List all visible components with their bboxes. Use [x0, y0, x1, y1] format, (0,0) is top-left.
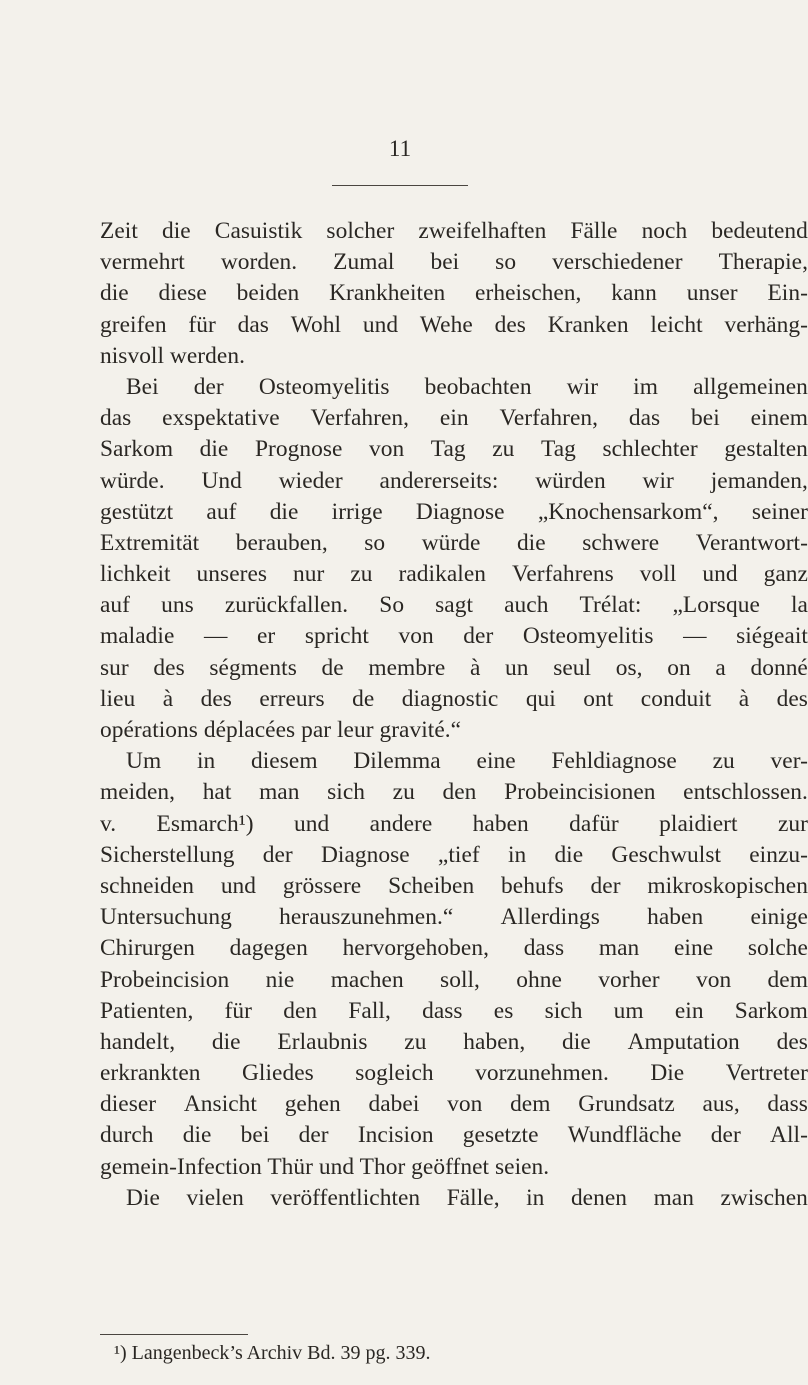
word: de [321, 654, 344, 681]
word: des [494, 311, 526, 338]
word: haben, [463, 1028, 526, 1055]
word: schlechter [602, 436, 698, 463]
word: Fälle [570, 218, 618, 244]
text-line: gemein-Infection Thür und Thor geöffnet seien. [100, 1153, 550, 1180]
word: siégeait [736, 623, 808, 650]
word: beiden [236, 280, 300, 307]
word: auf [100, 592, 131, 619]
word: entschlossen. [683, 779, 808, 806]
word: sagt [435, 592, 474, 619]
word: von [447, 1091, 483, 1118]
word: kann [611, 280, 657, 307]
word: verhäng- [724, 311, 808, 338]
word: conduit [640, 685, 712, 712]
word: ein [439, 405, 469, 432]
word: dass [767, 1091, 808, 1118]
word: Wohl [290, 311, 342, 338]
word: die [516, 529, 546, 556]
word: uns [161, 592, 194, 619]
word: Chirurgen [100, 935, 195, 962]
word: verschiedener [552, 249, 683, 276]
word: des [200, 685, 232, 712]
word: Verfahrens [511, 561, 614, 588]
word: Wehe [419, 311, 473, 338]
word: so [364, 529, 386, 556]
word: der [710, 1122, 741, 1149]
word: der [463, 623, 494, 650]
word: Und [201, 467, 242, 494]
text-line [100, 653, 808, 684]
word: Vertreter [725, 1060, 808, 1087]
word: haben [472, 810, 529, 837]
text-line [100, 434, 808, 465]
word: diagnostic [401, 685, 499, 712]
word: ein [674, 997, 704, 1024]
word: wir [566, 373, 599, 400]
word: Dilemma [353, 748, 441, 775]
text-line [100, 497, 808, 528]
word: vorher [598, 966, 660, 993]
word: um [613, 997, 644, 1024]
word: Um [126, 748, 162, 775]
word: bei [691, 405, 720, 432]
word: in [507, 841, 527, 868]
word: der [590, 872, 621, 899]
word: die [211, 1028, 241, 1055]
text-line [100, 996, 808, 1027]
word: Gliedes [241, 1060, 314, 1087]
word: handelt, [100, 1028, 176, 1055]
word: so [495, 249, 517, 276]
word: haben [647, 904, 704, 931]
word: un [505, 654, 529, 681]
word: Grundsatz [578, 1091, 675, 1118]
text-line [100, 528, 808, 559]
word: maladie [100, 623, 175, 650]
word: auch [504, 592, 549, 619]
word: Sarkom [100, 436, 174, 463]
word: allgemeinen [693, 373, 808, 400]
word: Prognose [254, 436, 343, 463]
word: das [628, 405, 661, 432]
word: von [398, 623, 434, 650]
word: irrige [331, 498, 383, 525]
word: jemanden, [710, 467, 808, 494]
word: die [199, 436, 229, 463]
word: nie [265, 966, 295, 993]
word: wieder [278, 467, 343, 494]
word: soll, [440, 966, 480, 993]
word: zu [492, 436, 515, 463]
word: dass [523, 935, 565, 962]
word: diese [158, 280, 207, 307]
header-rule [332, 185, 468, 186]
word: greifen [100, 311, 167, 338]
word: Krankheiten [329, 280, 446, 307]
word: erreurs [259, 685, 325, 712]
text-line [100, 590, 808, 621]
word: bedeutend [711, 218, 808, 244]
word: für [188, 311, 216, 338]
word: in [526, 1184, 545, 1211]
text-line [100, 777, 808, 808]
word: Verfahren, [499, 405, 599, 432]
word: Patienten, [100, 997, 194, 1024]
word: Verfahren, [310, 405, 410, 432]
text-line [100, 871, 808, 902]
word: Diagnose [415, 498, 505, 525]
word: la [790, 592, 808, 619]
word: unseres [196, 561, 268, 588]
word: des [776, 1028, 808, 1055]
word: lichkeit [100, 561, 171, 588]
word: exspektative [162, 405, 280, 432]
word: veröffentlichten [270, 1184, 421, 1211]
word: aus, [702, 1091, 740, 1118]
word: durch [100, 1122, 154, 1149]
word: dagegen [229, 935, 308, 962]
word: machen [330, 966, 404, 993]
word: Sarkom [734, 997, 808, 1024]
word: Allerdings [500, 904, 600, 931]
word: berauben, [235, 529, 328, 556]
word: einzu- [749, 841, 808, 868]
word: einem [750, 405, 808, 432]
text-line [100, 247, 808, 278]
word: schneiden [100, 872, 194, 899]
text-line [100, 684, 808, 715]
word: würde. [100, 467, 165, 494]
word: bei [240, 1122, 270, 1149]
word: dass [422, 997, 463, 1024]
word: schwere [582, 529, 660, 556]
word: à [469, 654, 481, 681]
word: Probeincision [100, 966, 230, 993]
word: Untersuchung [100, 904, 232, 931]
word: mikroskopischen [647, 872, 808, 899]
word: das [100, 405, 132, 432]
word: beobachten [424, 373, 532, 400]
word: dieser [100, 1091, 157, 1118]
text-line [100, 840, 808, 871]
word: ver- [770, 748, 808, 775]
word: plaidiert [659, 810, 738, 837]
word: spricht [304, 623, 369, 650]
word: „Knochensarkom“, [537, 498, 719, 525]
text-line [100, 1058, 808, 1089]
word: Geschwulst [611, 841, 722, 868]
word: Wundfläche [567, 1122, 682, 1149]
word: zurückfallen. [224, 592, 349, 619]
word: Fall, [348, 997, 391, 1024]
word: Osteomyelitis [522, 623, 654, 650]
word: Fälle, [446, 1184, 500, 1211]
word: andere [369, 810, 433, 837]
word: Scheiben [388, 872, 475, 899]
word: der [193, 373, 224, 400]
word: das [237, 311, 269, 338]
word: ganz [763, 561, 808, 588]
text-line [100, 216, 808, 247]
word: man [598, 935, 640, 962]
text-line [100, 746, 808, 777]
text-line [100, 1089, 808, 1120]
word: sur [100, 654, 129, 681]
word: Die [126, 1184, 160, 1211]
word: — [203, 623, 228, 650]
word: sich [544, 997, 583, 1024]
word: herauszunehmen.“ [279, 904, 454, 931]
word: zu [712, 748, 735, 775]
word: on [667, 654, 691, 681]
word: Extremität [100, 529, 200, 556]
word: dabei [368, 1091, 420, 1118]
word: zu [350, 561, 373, 588]
word: erheischen, [475, 280, 582, 307]
word: erkrankten [100, 1060, 201, 1087]
word: es [493, 997, 514, 1024]
word: der [262, 841, 293, 868]
word: hervorgehoben, [342, 935, 489, 962]
text-line [100, 278, 808, 309]
word: zu [392, 779, 415, 806]
text-line [100, 809, 808, 840]
word: „tief [437, 841, 480, 868]
word: und [294, 810, 330, 837]
word: gehen [284, 1091, 341, 1118]
word: würden [535, 467, 606, 494]
word: Therapie, [718, 249, 808, 276]
word: seiner [751, 498, 808, 525]
word: den [442, 779, 477, 806]
word: gesetzte [462, 1122, 539, 1149]
word: lieu [100, 685, 136, 712]
word: die [554, 841, 584, 868]
word: diesem [251, 748, 318, 775]
text-line [100, 466, 808, 497]
word: — [683, 623, 707, 650]
word: meiden, [100, 779, 176, 806]
word: worden. [220, 249, 298, 276]
word: vorzunehmen. [475, 1060, 609, 1087]
word: wir [642, 467, 674, 494]
word: Trélat: [579, 592, 642, 619]
word: à [738, 685, 750, 712]
text-line [100, 621, 808, 652]
word: in [196, 748, 216, 775]
word: man [653, 1184, 694, 1211]
word: seul [553, 654, 592, 681]
word: den [283, 997, 318, 1024]
text-line [100, 1183, 808, 1214]
word: man [259, 779, 300, 806]
word: Verantwort- [695, 529, 808, 556]
word: solcher [326, 218, 395, 244]
word: die [100, 280, 129, 307]
word: und [362, 311, 399, 338]
word: vielen [186, 1184, 244, 1211]
word: zweifelhaften [418, 218, 547, 244]
word: und [702, 561, 738, 588]
word: Amputation [627, 1028, 740, 1055]
word: dem [510, 1091, 551, 1118]
word: andererseits: [379, 467, 499, 494]
text-line: opérations déplacées par leur gravité.“ [100, 717, 462, 743]
word: behufs [501, 872, 564, 899]
word: So [379, 592, 405, 619]
word: Fehldiagnose [551, 748, 677, 775]
word: de [352, 685, 375, 712]
word: und [220, 872, 257, 899]
word: donné [750, 654, 808, 681]
page-number: 11 [388, 136, 412, 161]
word: Die [650, 1060, 685, 1087]
word: dem [767, 966, 808, 993]
word: Probeincisionen [504, 779, 656, 806]
word: Tag [430, 436, 466, 463]
word: Diagnose [320, 841, 410, 868]
body-text [100, 216, 808, 1214]
word: auf [206, 498, 237, 525]
word: All- [770, 1122, 808, 1149]
text-line [100, 372, 808, 403]
word: denen [570, 1184, 628, 1211]
word: sogleich [355, 1060, 434, 1087]
word: os, [615, 654, 643, 681]
word: ont [583, 685, 614, 712]
word: er [257, 623, 276, 650]
word: würde [421, 529, 481, 556]
word: bei [430, 249, 460, 276]
word: solche [747, 935, 808, 962]
word: v. [100, 810, 117, 837]
word: zu [404, 1028, 427, 1055]
word: die [182, 1122, 212, 1149]
word: nur [293, 561, 325, 588]
word: grössere [282, 872, 362, 899]
word: voll [639, 561, 677, 588]
word: radikalen [398, 561, 486, 588]
word: Zeit [100, 218, 138, 244]
word: für [224, 997, 253, 1024]
footnote: ¹) Langenbeck’s Archiv Bd. 39 pg. 339. [114, 1342, 431, 1364]
word: der [298, 1122, 329, 1149]
word: die [562, 1028, 591, 1055]
word: von [368, 436, 405, 463]
word: zur [777, 810, 808, 837]
word: ségments [209, 654, 297, 681]
footnote-rule [100, 1334, 248, 1335]
text-line: nisvoll werden. [100, 342, 245, 369]
word: „Lorsque [672, 592, 760, 619]
word: Sicherstellung [100, 841, 235, 868]
word: die [161, 218, 191, 244]
word: sich [327, 779, 366, 806]
word: im [633, 373, 658, 400]
word: die [269, 498, 299, 525]
word: von [695, 966, 732, 993]
word: einige [750, 904, 808, 931]
word: dafür [569, 810, 619, 837]
word: des [776, 685, 808, 712]
word: Casuistik [214, 218, 303, 244]
word: Ein- [767, 280, 808, 307]
word: Ansicht [183, 1091, 257, 1118]
word: Osteomyelitis [258, 373, 390, 400]
word: gestalten [724, 436, 808, 463]
word: zwischen [720, 1184, 808, 1211]
word: noch [641, 218, 688, 244]
word: hat [202, 779, 232, 806]
word: Bei [126, 373, 159, 400]
word: leicht [650, 311, 703, 338]
word: des [153, 654, 185, 681]
word: vermehrt [100, 249, 185, 276]
word: Tag [540, 436, 576, 463]
text-line [100, 310, 808, 341]
word: Incision [357, 1122, 434, 1149]
word: Zumal [333, 249, 395, 276]
text-line [100, 965, 808, 996]
text-line [100, 403, 808, 434]
word: Kranken [547, 311, 629, 338]
word: membre [368, 654, 446, 681]
word: Erlaubnis [277, 1028, 368, 1055]
word: gestützt [100, 498, 174, 525]
text-line [100, 933, 808, 964]
word: qui [525, 685, 556, 712]
word: eine [674, 935, 714, 962]
word: unser [686, 280, 738, 307]
word: a [715, 654, 726, 681]
text-line [100, 902, 808, 933]
text-line [100, 559, 808, 590]
word: eine [476, 748, 516, 775]
word: Esmarch¹) [156, 810, 254, 837]
word: à [162, 685, 174, 712]
text-line [100, 1027, 808, 1058]
word: ohne [516, 966, 562, 993]
text-line [100, 1120, 808, 1151]
